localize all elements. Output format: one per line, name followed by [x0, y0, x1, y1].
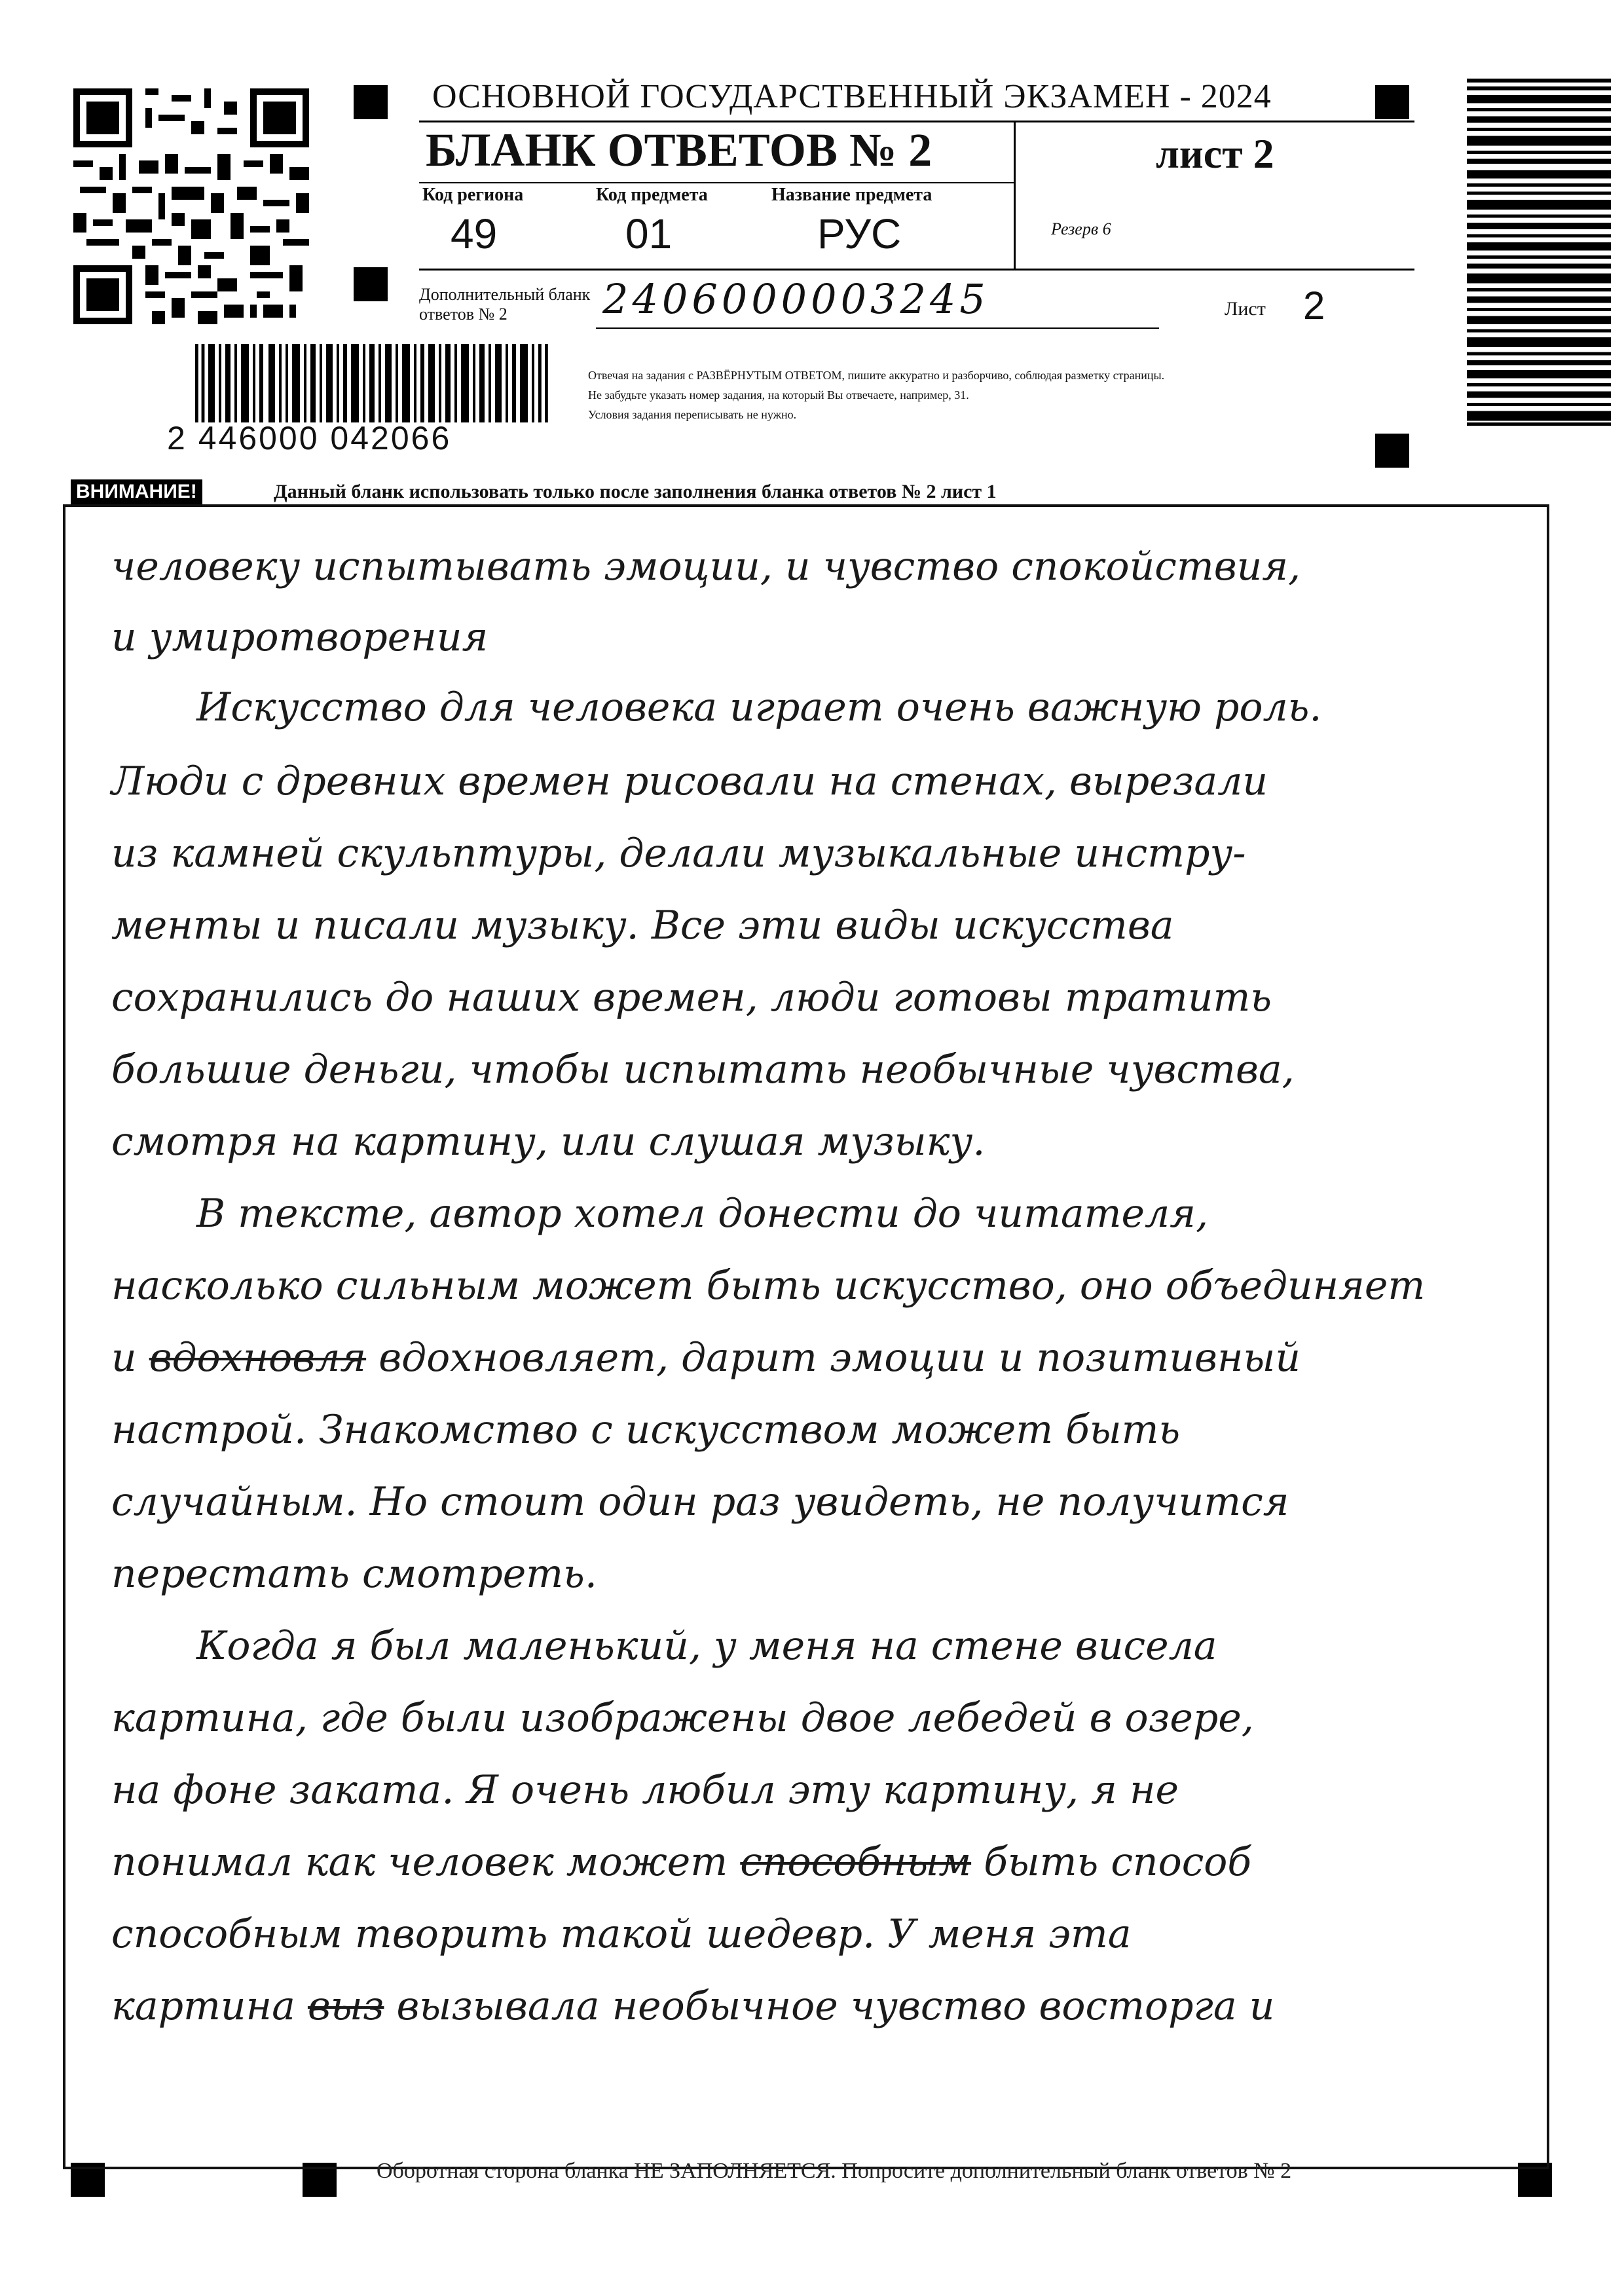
attention-badge: ВНИМАНИЕ!	[71, 479, 202, 504]
instruction-line: Отвечая на задания с РАЗВЁРНУТЫМ ОТВЕТОМ, пишите аккуратно и разборчиво, соблюдая разметку страницы.	[588, 369, 1165, 382]
list-label: Лист	[1225, 298, 1266, 320]
answer-line: настрой. Знакомство с искусством может быть	[111, 1407, 1181, 1453]
answer-text: и	[111, 1335, 149, 1381]
answer-line	[111, 1839, 1251, 1885]
instruction-line: Не забудьте указать номер задания, на который Вы отвечаете, например, 31.	[588, 388, 969, 401]
answer-text: вызывала необычное чувство восторга и	[384, 1983, 1275, 2029]
footer-note: Оборотная сторона бланка НЕ ЗАПОЛНЯЕТСЯ. Попросите дополнительный бланк ответов № 2	[377, 2159, 1292, 2183]
divider	[1014, 122, 1016, 270]
answer-line: и умиротворения	[111, 614, 489, 660]
list-number: 2	[1303, 284, 1325, 327]
answer-line: Люди с древних времен рисовали на стенах, вырезали	[111, 758, 1268, 804]
answer-text: быть способ	[971, 1839, 1252, 1885]
answer-line: из камней скульптуры, делали музыкальные инстру-	[111, 831, 1246, 876]
answer-line: способным творить такой шедевр. У меня эта	[111, 1911, 1132, 1957]
answer-line: человеку испытывать эмоции, и чувство спокойствия,	[111, 544, 1301, 589]
form-title: БЛАНК ОТВЕТОВ № 2	[426, 124, 932, 176]
answer-line: картина, где были изображены двое лебедей в озере,	[111, 1695, 1254, 1741]
answer-line	[111, 1335, 1301, 1381]
answer-text: картина	[111, 1983, 308, 2029]
answer-line: большие деньги, чтобы испытать необычные чувства,	[111, 1047, 1295, 1092]
reserve-field: Резерв 6	[1051, 219, 1111, 238]
subject-code-value: 01	[625, 210, 673, 257]
extra-form-label: Дополнительный бланк ответов № 2	[419, 285, 591, 324]
subject-name-value: РУС	[817, 210, 902, 257]
answer-line	[111, 1983, 1274, 2029]
region-code-label: Код региона	[422, 185, 524, 205]
answer-line: перестать смотреть.	[111, 1551, 597, 1597]
divider	[419, 121, 1414, 122]
qr-code-icon	[73, 88, 309, 324]
instruction-line: Условия задания переписывать не нужно.	[588, 408, 797, 421]
answer-line: на фоне заката. Я очень любил эту картину, я не	[111, 1767, 1179, 1813]
crossed-out-text: способным	[740, 1839, 972, 1885]
answer-text: понимал как человек может	[111, 1839, 741, 1885]
answer-line: насколько сильным может быть искусство, оно объединяет	[111, 1263, 1426, 1309]
registration-mark	[354, 85, 388, 119]
extra-form-number: 2406000003245	[602, 275, 989, 323]
registration-mark	[1375, 434, 1409, 468]
answer-line: смотря на картину, или слушая музыку.	[111, 1119, 986, 1165]
region-code-value: 49	[451, 210, 498, 257]
divider	[419, 269, 1414, 271]
answer-line: случайным. Но стоит один раз увидеть, не получится	[111, 1479, 1289, 1525]
registration-mark	[1375, 85, 1409, 119]
exam-title: ОСНОВНОЙ ГОСУДАРСТВЕННЫЙ ЭКЗАМЕН - 2024	[432, 78, 1272, 115]
attention-text: Данный бланк использовать только после заполнения бланка ответов № 2 лист 1	[274, 481, 997, 502]
answer-line: менты и писали музыку. Все эти виды искусства	[111, 903, 1174, 948]
subject-name-label: Название предмета	[771, 185, 932, 205]
registration-mark	[354, 267, 388, 301]
barcode-icon	[1467, 79, 1611, 426]
instructions	[588, 365, 1439, 424]
answer-line: Когда я был маленький, у меня на стене висела	[196, 1623, 1217, 1669]
barcode-number: 2 446000 042066	[167, 420, 452, 457]
sheet-label: лист 2	[1156, 130, 1274, 177]
answer-line: Искусство для человека играет очень важную роль.	[196, 684, 1322, 730]
barcode-icon	[195, 344, 549, 422]
answer-line: сохранились до наших времен, люди готовы тратить	[111, 975, 1272, 1020]
crossed-out-text: выз	[307, 1983, 384, 2029]
answer-text: вдохновляет, дарит эмоции и позитивный	[366, 1335, 1301, 1381]
answer-line: В тексте, автор хотел донести до читателя,	[196, 1191, 1209, 1237]
divider	[419, 182, 1015, 183]
subject-code-label: Код предмета	[596, 185, 708, 205]
crossed-out-text: вдохновля	[149, 1335, 367, 1381]
divider	[596, 327, 1159, 329]
